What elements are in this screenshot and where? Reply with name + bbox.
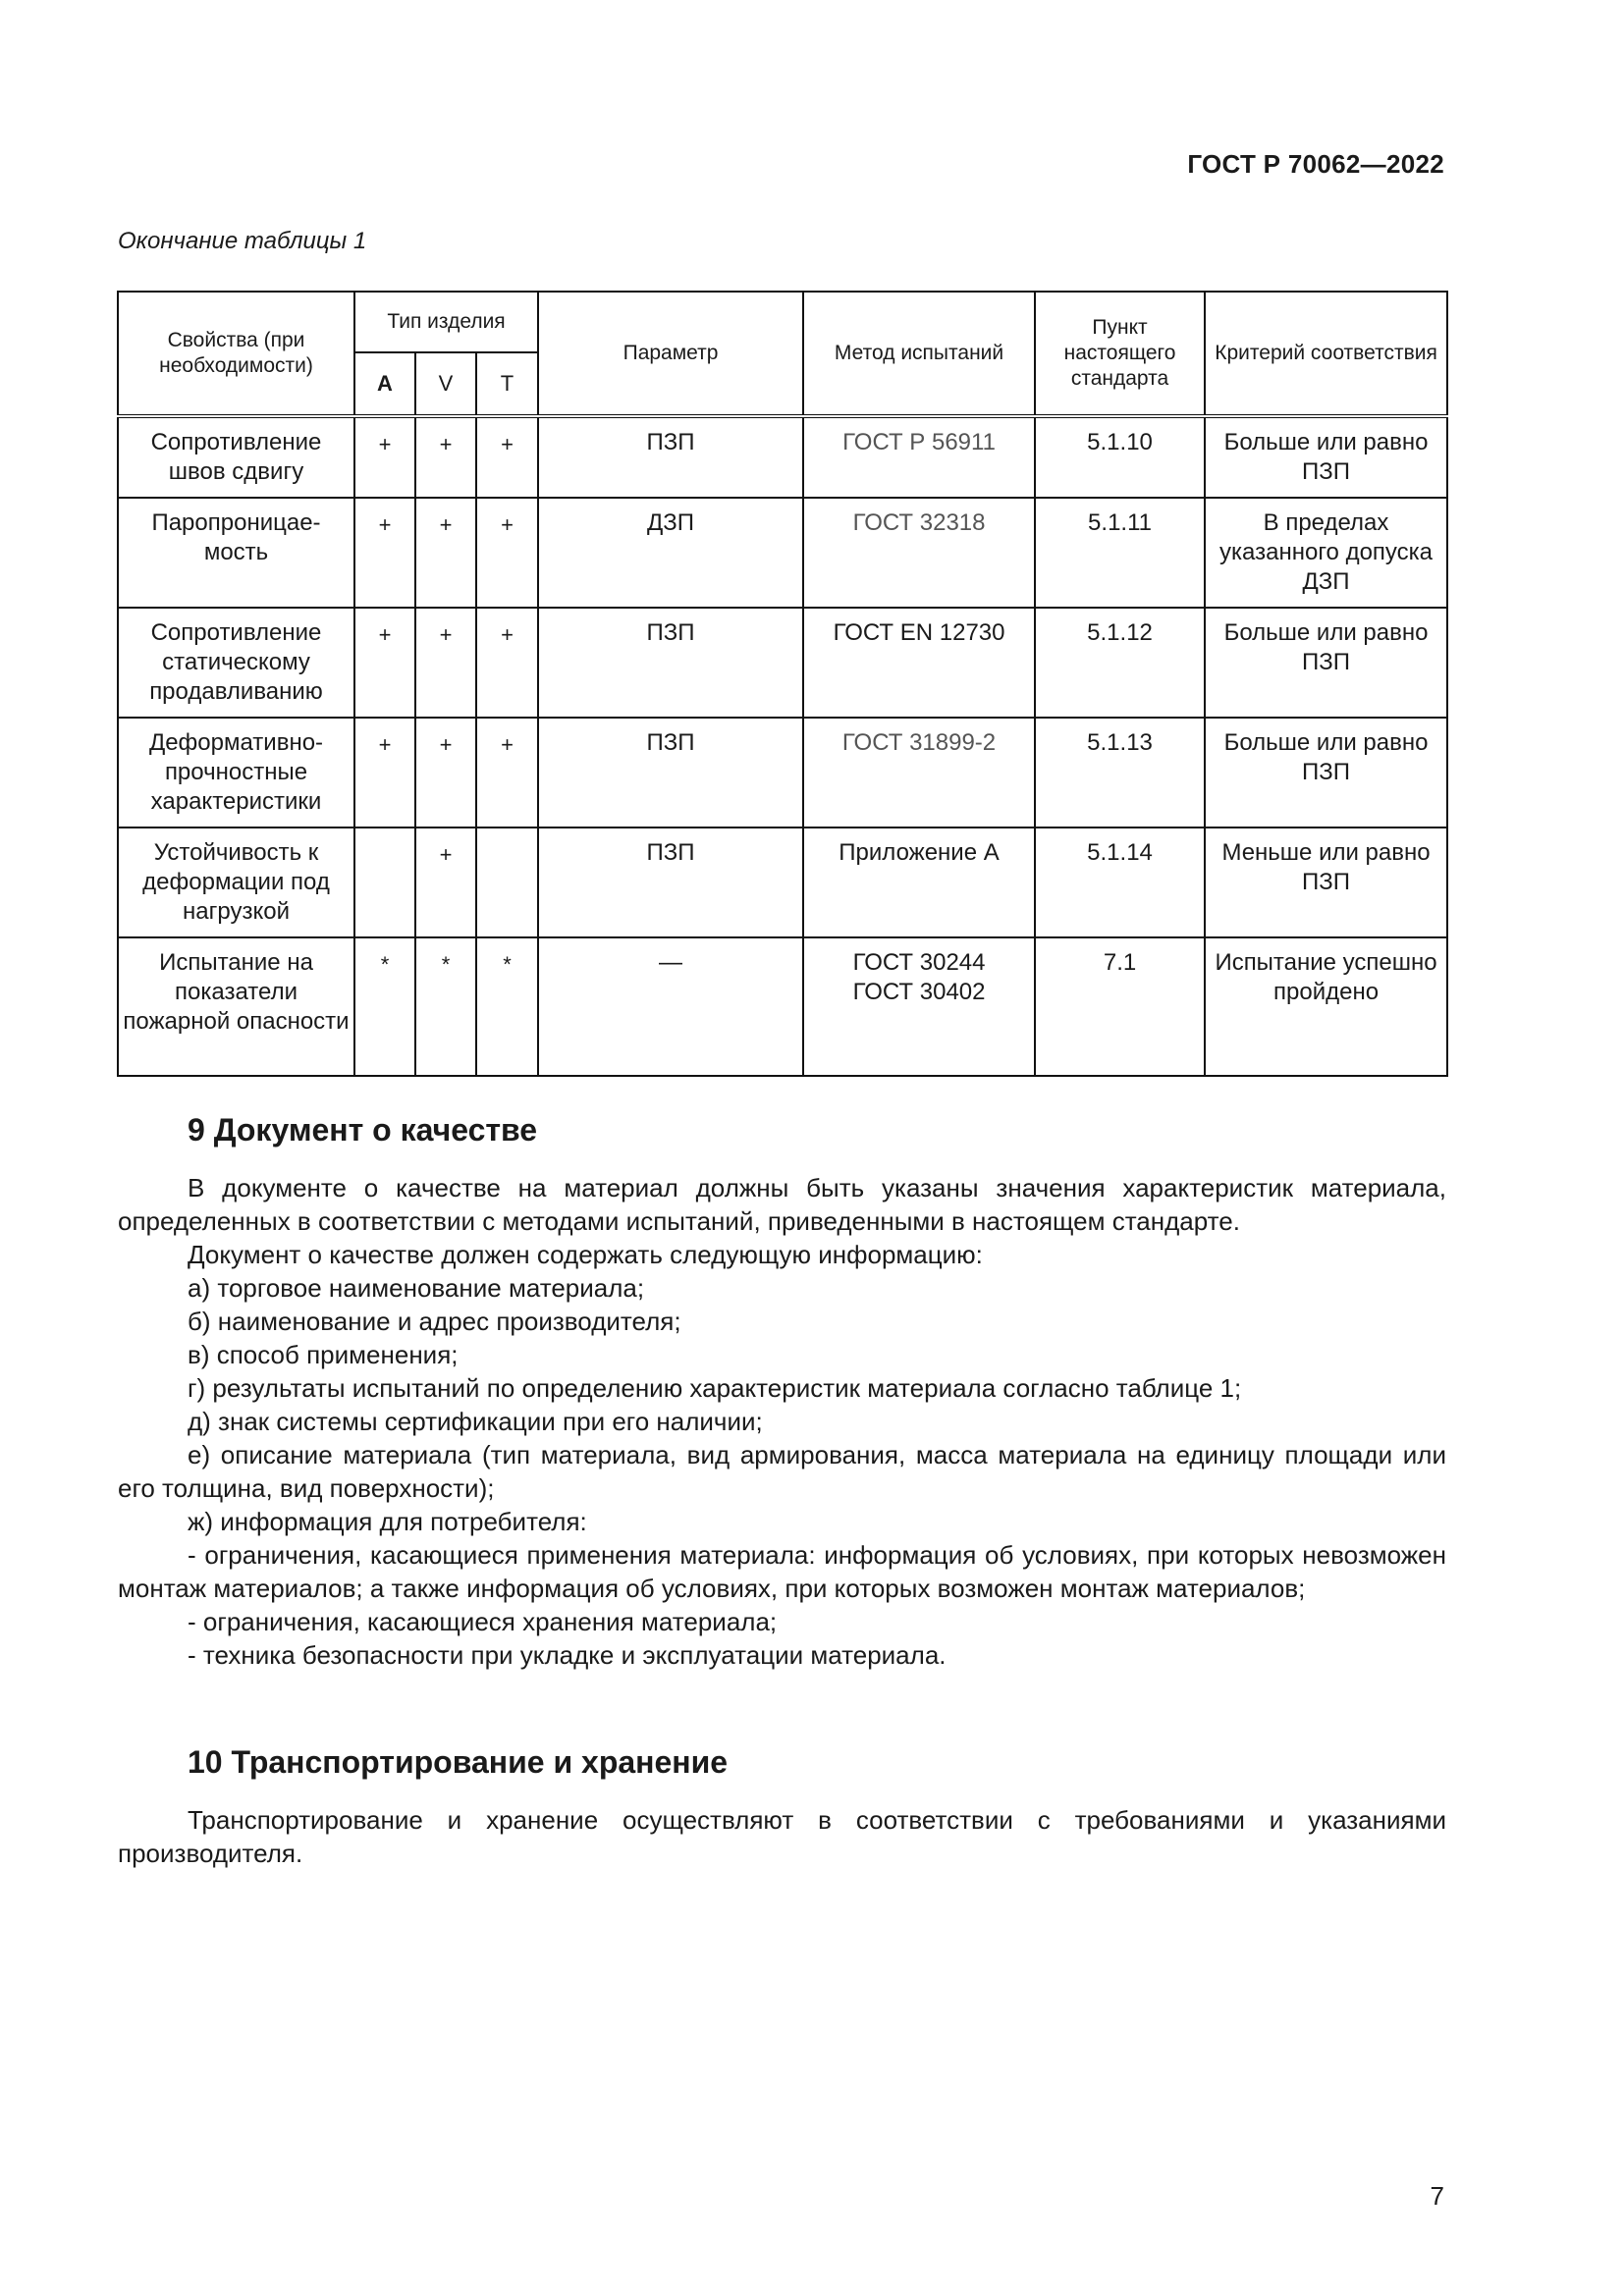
header-product-type: Тип изделия [354, 292, 538, 352]
list-item: - ограничения, касающиеся хранения материала; [188, 1607, 778, 1636]
table-row [118, 416, 1447, 498]
cell-criterion: Меньше или равно ПЗП [1205, 828, 1447, 937]
list-item: б) наименование и адрес производителя; [188, 1307, 681, 1336]
cell-type-a: + [354, 718, 415, 828]
list-item: а) торговое наименование материала; [188, 1273, 645, 1303]
cell-method: ГОСТ EN 12730 [803, 608, 1035, 718]
cell-clause: 5.1.10 [1035, 416, 1205, 498]
header-type-t: T [476, 352, 538, 416]
header-type-v: V [415, 352, 476, 416]
cell-clause: 7.1 [1035, 937, 1205, 1076]
cell-type-v: + [415, 828, 476, 937]
page-number: 7 [1430, 2181, 1444, 2211]
cell-type-t [476, 828, 538, 937]
header-parameter: Параметр [538, 292, 803, 416]
list-item: в) способ применения; [188, 1340, 459, 1369]
cell-type-v: + [415, 498, 476, 608]
cell-type-a [354, 828, 415, 937]
list-item: ж) информация для потребителя: [188, 1507, 587, 1536]
section-10-body [118, 1803, 1446, 1870]
list-item: е) описание материала (тип материала, вид армирования, масса материала на единицу площади или его толщина, вид поверхности); [118, 1440, 1446, 1503]
header-method: Метод испытаний [803, 292, 1035, 416]
cell-parameter: ДЗП [538, 498, 803, 608]
header-clause: Пункт настоящего стандарта [1035, 292, 1205, 416]
cell-type-t: + [476, 498, 538, 608]
cell-criterion: Испытание успешно пройдено [1205, 937, 1447, 1076]
cell-parameter: ПЗП [538, 718, 803, 828]
document-id: ГОСТ Р 70062—2022 [1187, 149, 1444, 179]
paragraph: Документ о качестве должен содержать следующую информацию: [188, 1240, 983, 1269]
cell-type-a: + [354, 498, 415, 608]
table-row [118, 498, 1447, 608]
cell-method: ГОСТ Р 56911 [803, 416, 1035, 498]
header-type-a: A [354, 352, 415, 416]
cell-property: Сопротивление статическому продавливанию [118, 608, 354, 718]
cell-type-v: + [415, 718, 476, 828]
cell-property: Сопротивление швов сдвигу [118, 416, 354, 498]
cell-parameter: ПЗП [538, 608, 803, 718]
section-9-body [118, 1171, 1446, 1672]
cell-property: Испытание на показатели пожарной опасности [118, 937, 354, 1076]
cell-clause: 5.1.11 [1035, 498, 1205, 608]
cell-method: Приложение А [803, 828, 1035, 937]
cell-type-v: + [415, 416, 476, 498]
list-item: - ограничения, касающиеся применения материала: информация об условиях, при которых невозможен монтаж материалов; а также информация об условиях, при которых возможен монтаж материалов; [118, 1540, 1446, 1603]
list-item: д) знак системы сертификации при его наличии; [188, 1407, 763, 1436]
cell-criterion: В пределах указанного допуска ДЗП [1205, 498, 1447, 608]
cell-type-a: + [354, 416, 415, 498]
paragraph: Транспортирование и хранение осуществляют в соответствии с требованиями и указаниями производителя. [118, 1805, 1446, 1868]
cell-type-a: * [354, 937, 415, 1076]
cell-criterion: Больше или равно ПЗП [1205, 416, 1447, 498]
cell-clause: 5.1.14 [1035, 828, 1205, 937]
header-properties: Свойства (при необходимости) [118, 292, 354, 416]
cell-type-v: + [415, 608, 476, 718]
section-9-title: 9 Документ о качестве [188, 1112, 538, 1148]
cell-method: ГОСТ 30244 ГОСТ 30402 [803, 937, 1035, 1076]
cell-clause: 5.1.12 [1035, 608, 1205, 718]
cell-type-v: * [415, 937, 476, 1076]
list-item: - техника безопасности при укладке и эксплуатации материала. [188, 1640, 947, 1670]
table-row [118, 718, 1447, 828]
section-10-title: 10 Транспортирование и хранение [188, 1744, 729, 1780]
cell-parameter: ПЗП [538, 828, 803, 937]
cell-method: ГОСТ 32318 [803, 498, 1035, 608]
cell-clause: 5.1.13 [1035, 718, 1205, 828]
table-caption: Окончание таблицы 1 [118, 228, 367, 254]
cell-property: Деформативно-прочностные характеристики [118, 718, 354, 828]
cell-parameter: ПЗП [538, 416, 803, 498]
cell-type-t: * [476, 937, 538, 1076]
table-row [118, 828, 1447, 937]
cell-type-t: + [476, 718, 538, 828]
paragraph: В документе о качестве на материал должны быть указаны значения характеристик материала, определенных в соответствии с методами испытаний, приведенными в настоящем стандарте. [118, 1173, 1446, 1236]
cell-type-t: + [476, 416, 538, 498]
cell-type-a: + [354, 608, 415, 718]
table-row [118, 608, 1447, 718]
cell-method: ГОСТ 31899-2 [803, 718, 1035, 828]
cell-criterion: Больше или равно ПЗП [1205, 718, 1447, 828]
table-row [118, 937, 1447, 1076]
cell-criterion: Больше или равно ПЗП [1205, 608, 1447, 718]
header-criterion: Критерий соответствия [1205, 292, 1447, 416]
cell-parameter: — [538, 937, 803, 1076]
cell-property: Паропроницае-мость [118, 498, 354, 608]
cell-property: Устойчивость к деформации под нагрузкой [118, 828, 354, 937]
cell-type-t: + [476, 608, 538, 718]
list-item: г) результаты испытаний по определению характеристик материала согласно таблице 1; [188, 1373, 1242, 1403]
properties-table [117, 291, 1448, 1077]
